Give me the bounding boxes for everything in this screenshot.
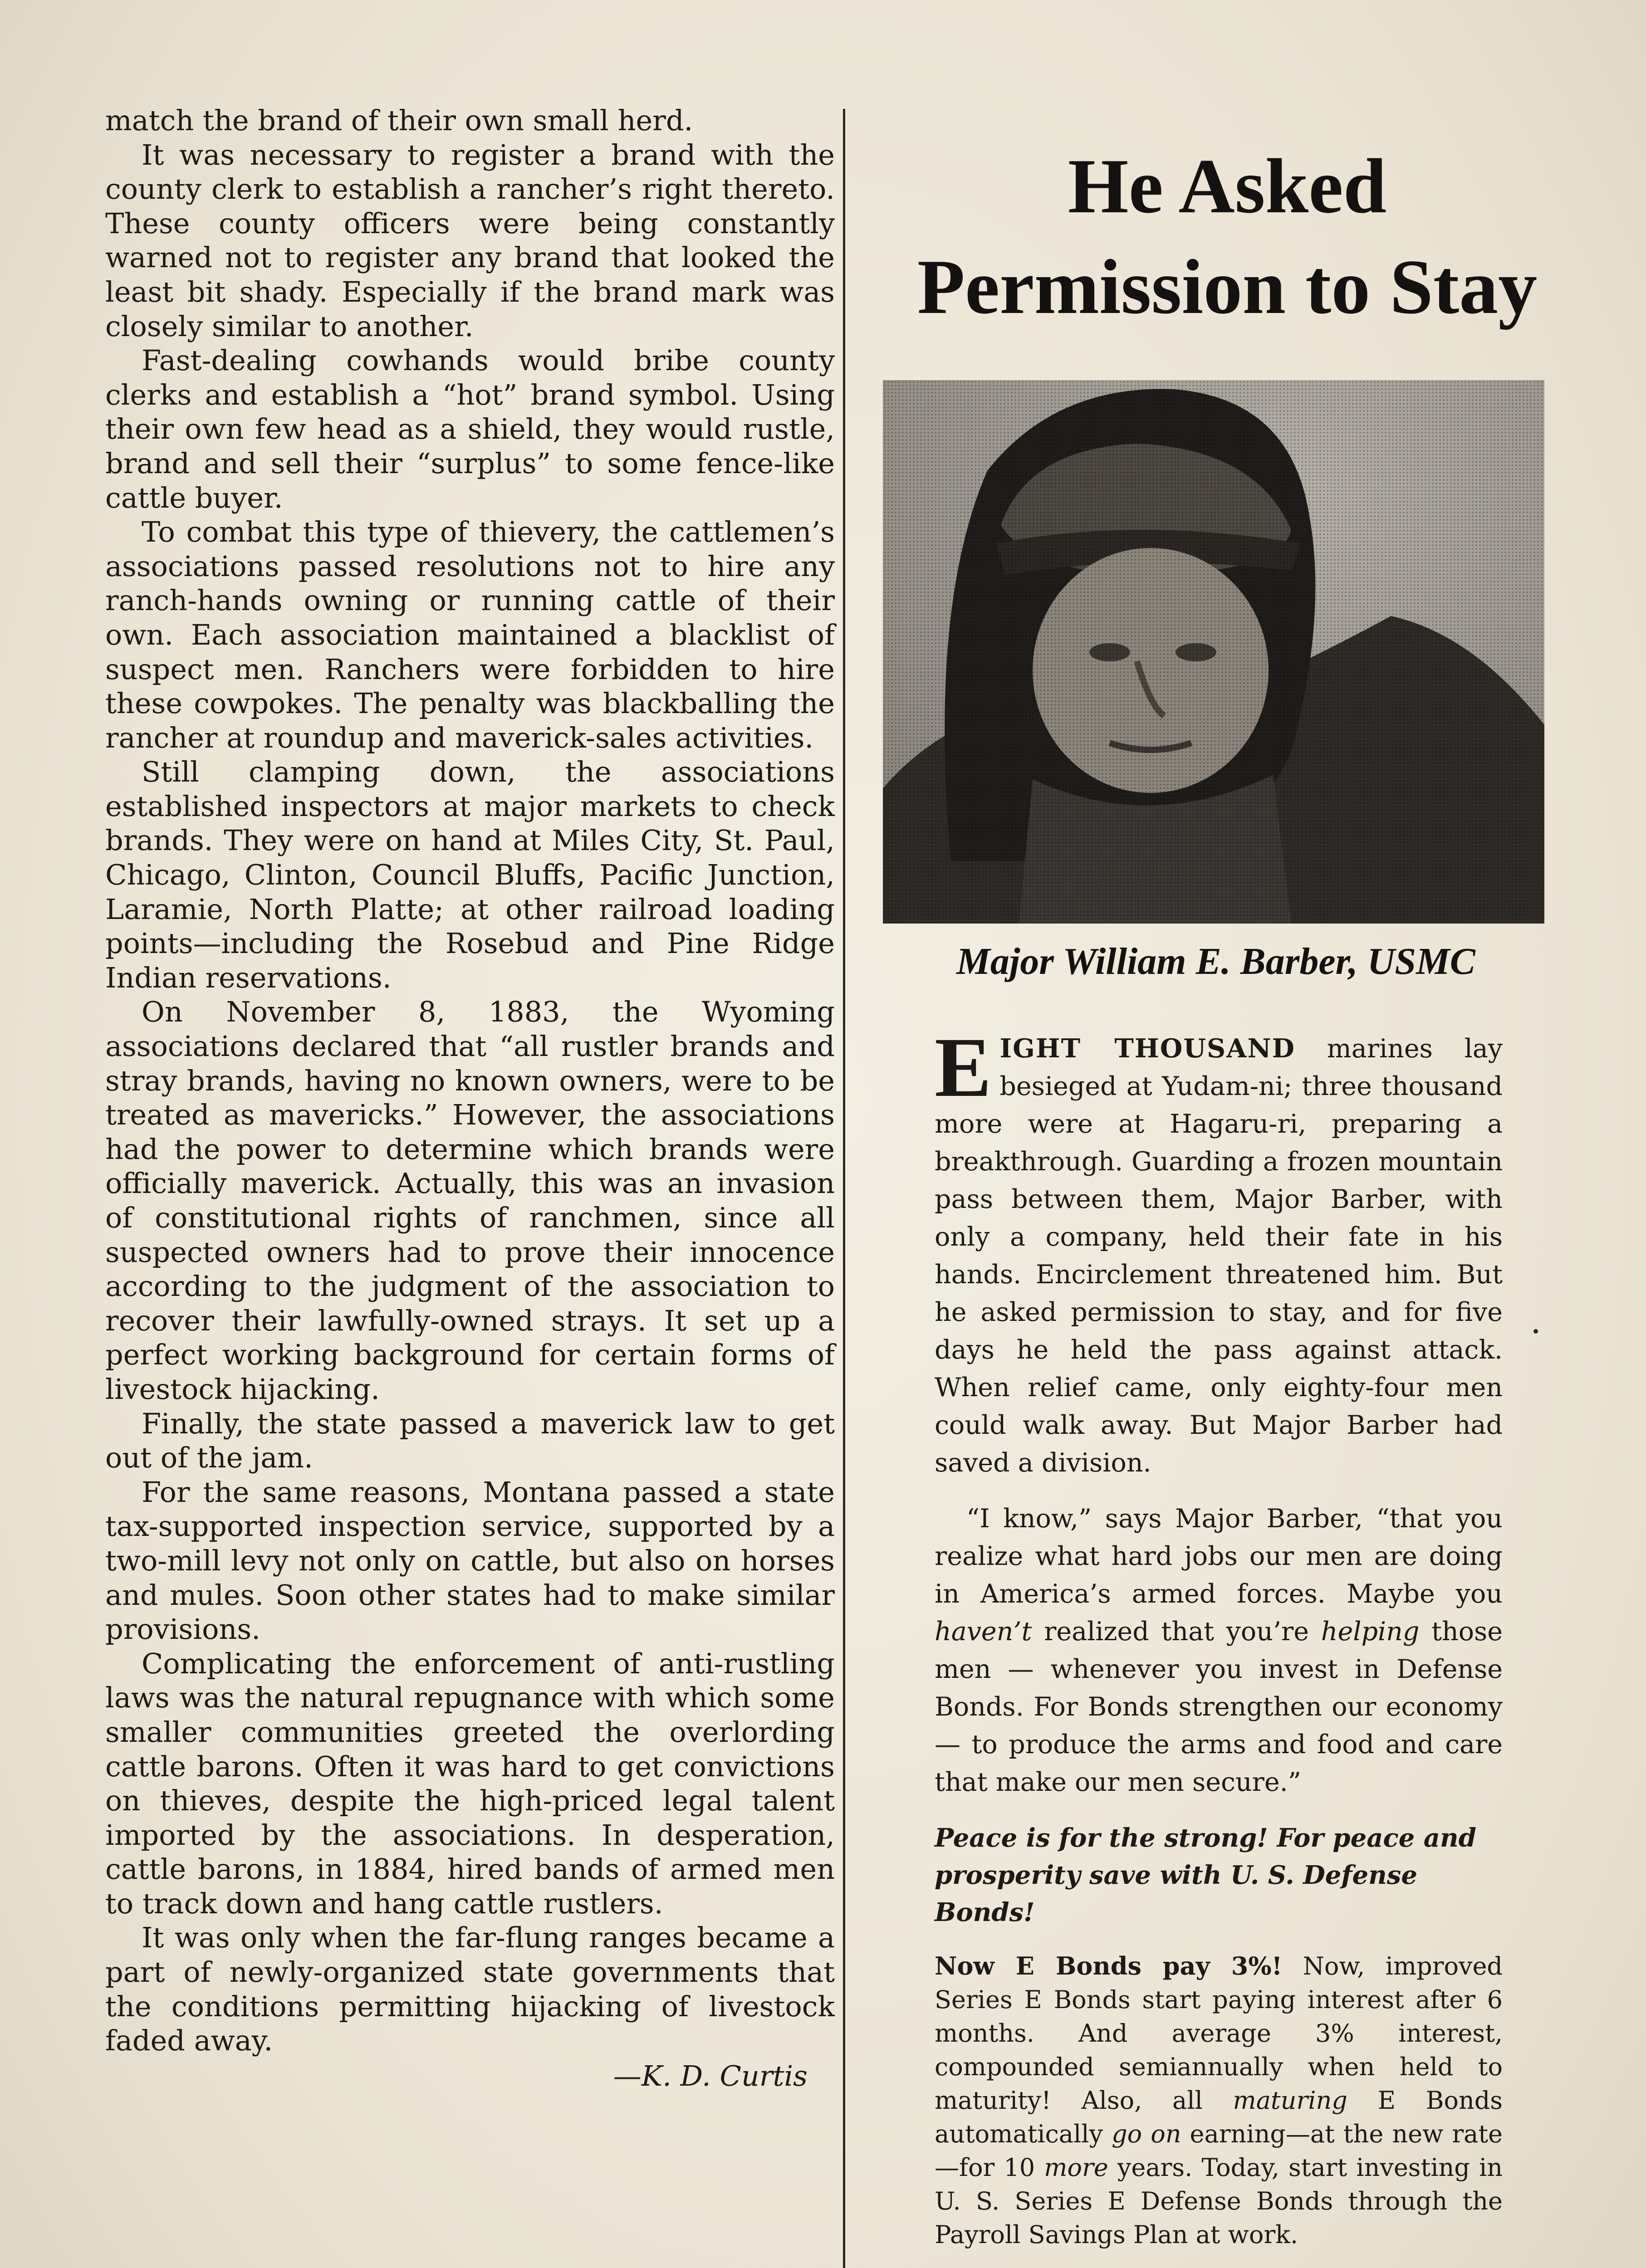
left-paragraph: match the brand of their own small herd. <box>105 104 693 137</box>
drop-cap: E <box>935 1020 992 1114</box>
bonds-text: years. Today, start investing in U. S. Series E Defense Bonds through the Payroll Savings Plan at work. <box>935 2153 1503 2249</box>
left-paragraph: Finally, the state passed a maverick law to get out of the jam. <box>105 1407 835 1475</box>
left-paragraph: It was necessary to register a brand with the county clerk to establish a rancher’s right thereto. These county officers were being constantly warned not to register any brand that looked the least bit shady. Especially if the brand mark was closely similar to another. <box>105 138 835 343</box>
bonds-text: earning—at the new rate—for 10 <box>935 2120 1503 2182</box>
bonds-headline: Now E Bonds pay 3%! <box>935 1951 1283 1980</box>
ink-speck <box>1533 1329 1538 1334</box>
quote-emphasis: haven’t <box>935 1617 1032 1647</box>
title-line: He Asked <box>1068 143 1387 230</box>
left-paragraph: Still clamping down, the associations established inspectors at major markets to check brands. They were on hand at Miles City, St. Paul, Chicago, Clinton, Council Bluffs, Pacific Junction, Laramie, North Platte; at other railroad loading points—including the Rosebud and Pine Ridge Indian reservations. <box>105 755 835 994</box>
lead-paragraph <box>935 1020 1503 1482</box>
author-signature: —K. D. Curtis <box>613 2059 808 2092</box>
lead-smallcaps: IGHT THOUSAND <box>999 1033 1295 1064</box>
quote-text: those men — whenever you invest in Defense Bonds. For Bonds strengthen our economy — to produce the arms and food and care that make our men secure.” <box>935 1617 1503 1797</box>
bonds-paragraph <box>935 1949 1503 2252</box>
bonds-text: Now, improved Series E Bonds start paying interest after 6 months. And average 3% interest, compounded semiannually when held to maturity! Also, all <box>935 1952 1503 2115</box>
portrait-photo-icon <box>883 380 1544 924</box>
bonds-emphasis: go on <box>1112 2120 1181 2148</box>
column-divider <box>843 109 845 2268</box>
bonds-emphasis: more <box>1044 2153 1108 2182</box>
right-column-article <box>935 1020 1503 2252</box>
left-paragraph: On November 8, 1883, the Wyoming associations declared that “all rustler brands and stray brands, having no known owners, were to be treated as mavericks.” However, the associations had the power to determine which brands were officially maverick. Actually, this was an invasion of constitutional rights of ranchmen, since all suspected owners had to prove their innocence according to the judgment of the association to recover their lawfully-owned strays. It set up a perfect working background for certain forms of livestock hijacking. <box>105 995 835 1406</box>
lead-text: marines lay besieged at Yudam-ni; three thousand more were at Hagaru-ri, preparing a breakthrough. Guarding a frozen mountain pass between them, Major Barber, with only a company, held their fate in his hands. Encirclement threatened him. But he asked permission to stay, and for five days he held the pass against attack. When relief came, only eighty-four men could walk away. But Major Barber had saved a division. <box>935 1034 1503 1478</box>
quote-text: realized that you’re <box>1032 1617 1321 1647</box>
left-paragraph: For the same reasons, Montana passed a state tax-supported inspection service, supported by a two-mill levy not only on cattle, but also on horses and mules. Soon other states had to make similar provisions. <box>105 1475 835 1646</box>
left-paragraph: Fast-dealing cowhands would bribe county clerks and establish a “hot” brand symbol. Using their own few head as a shield, they would rustle, brand and sell their “surplus” to some fence-like cattle buyer. <box>105 344 835 514</box>
article-title <box>876 136 1579 337</box>
title-line: Permission to Stay <box>917 244 1538 330</box>
quote-paragraph <box>935 1500 1503 1801</box>
photo-caption: Major William E. Barber, USMC <box>956 940 1475 982</box>
left-paragraph: It was only when the far-flung ranges became a part of newly-organized state governments that the conditions permitting hijacking of livestock faded away. <box>105 1921 835 2058</box>
left-paragraph: To combat this type of thievery, the cattlemen’s associations passed resolutions not to hire any ranch-hands owning or running cattle of their own. Each association maintained a blacklist of suspect men. Ranchers were forbidden to hire these cowpokes. The penalty was blackballing the rancher at roundup and maverick-sales activities. <box>105 515 835 754</box>
left-column-article <box>105 103 835 2093</box>
portrait-photo <box>883 380 1544 924</box>
promo-slogan: Peace is for the strong! For peace and prosperity save with U. S. Defense Bonds! <box>935 1823 1476 1927</box>
left-paragraph: Complicating the enforcement of anti-rustling laws was the natural repugnance with which some smaller communities greeted the overlording cattle barons. Often it was hard to get convictions on thieves, despite the high-priced legal talent imported by the associations. In desperation, cattle barons, in 1884, hired bands of armed men to track down and hang cattle rustlers. <box>105 1647 835 1920</box>
quote-emphasis: helping <box>1321 1617 1420 1647</box>
bonds-text: E Bonds automatically <box>935 2086 1503 2148</box>
quote-text: “I know,” says Major Barber, “that you realize what hard jobs our men are doing in America’s armed forces. Maybe you <box>935 1504 1503 1609</box>
bonds-emphasis: maturing <box>1233 2086 1347 2115</box>
